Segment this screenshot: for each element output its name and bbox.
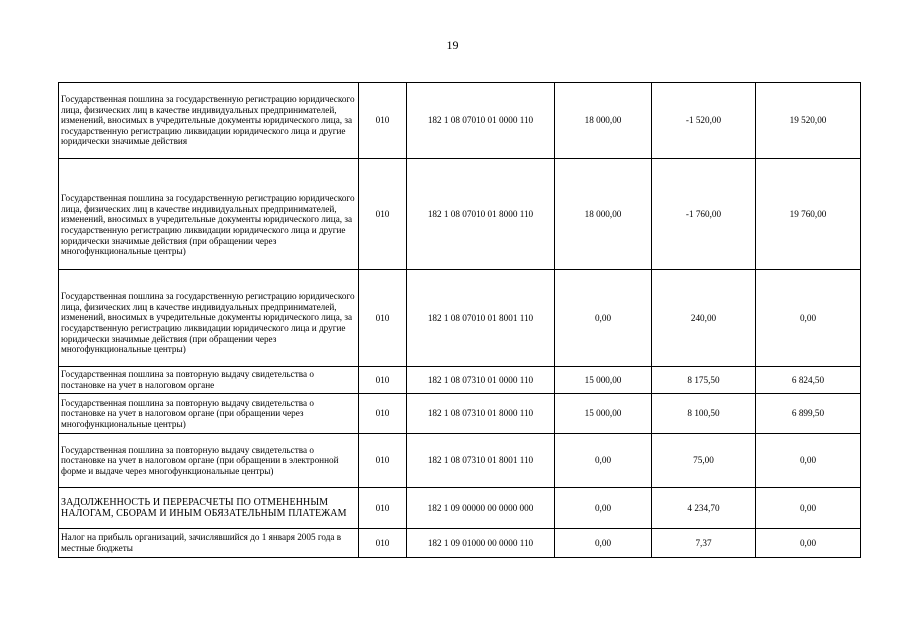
row-code-cell: 010 [359, 394, 407, 434]
table-row [59, 270, 861, 367]
row-approved-cell: 0,00 [555, 529, 652, 558]
row-executed-cell: 8 100,50 [652, 394, 756, 434]
table-row [59, 83, 861, 159]
row-name-cell: Государственная пошлина за государственную регистрацию юридического лица, физических лиц в качестве индивидуальных предпринимателей, изменений, вносимых в учредительные документы юридического лица, за государственную регистрацию ликвидации юридического лица и другие юридически значимые действия (при обращении через многофункциональные центры) [59, 159, 359, 270]
row-kbk-cell: 182 1 08 07310 01 0000 110 [407, 367, 555, 394]
row-kbk-cell: 182 1 08 07310 01 8001 110 [407, 434, 555, 488]
table-row [59, 394, 861, 434]
row-name-cell: Налог на прибыль организаций, зачислявшийся до 1 января 2005 года в местные бюджеты [59, 529, 359, 558]
row-code-cell: 010 [359, 83, 407, 159]
row-name-cell: Государственная пошлина за повторную выдачу свидетельства о постановке на учет в налоговом органе (при обращении через многофункциональные центры) [59, 394, 359, 434]
table-row [59, 434, 861, 488]
row-kbk-cell: 182 1 08 07010 01 0000 110 [407, 83, 555, 159]
row-kbk-cell: 182 1 09 00000 00 0000 000 [407, 488, 555, 529]
row-executed-cell: 7,37 [652, 529, 756, 558]
table-row [59, 159, 861, 270]
row-unexecuted-cell: 0,00 [756, 529, 861, 558]
page-number: 19 [446, 38, 459, 52]
row-name-cell: Государственная пошлина за государственную регистрацию юридического лица, физических лиц в качестве индивидуальных предпринимателей, изменений, вносимых в учредительные документы юридического лица, за государственную регистрацию ликвидации юридического лица и другие юридически значимые действия (при обращении через многофункциональные центры) [59, 270, 359, 367]
row-executed-cell: 8 175,50 [652, 367, 756, 394]
row-executed-cell: -1 760,00 [652, 159, 756, 270]
row-name-cell: Государственная пошлина за повторную выдачу свидетельства о постановке на учет в налоговом органе [59, 367, 359, 394]
row-approved-cell: 0,00 [555, 270, 652, 367]
row-name-cell: Государственная пошлина за повторную выдачу свидетельства о постановке на учет в налоговом органе (при обращении в электронной форме и выдаче через многофункциональные центры) [59, 434, 359, 488]
row-executed-cell: 4 234,70 [652, 488, 756, 529]
row-code-cell: 010 [359, 529, 407, 558]
row-executed-cell: 75,00 [652, 434, 756, 488]
row-approved-cell: 18 000,00 [555, 159, 652, 270]
row-approved-cell: 15 000,00 [555, 394, 652, 434]
row-kbk-cell: 182 1 09 01000 00 0000 110 [407, 529, 555, 558]
row-name-cell: Государственная пошлина за государственную регистрацию юридического лица, физических лиц в качестве индивидуальных предпринимателей, изменений, вносимых в учредительные документы юридического лица, за государственную регистрацию ликвидации юридического лица и другие юридически значимые действия [59, 83, 359, 159]
row-approved-cell: 18 000,00 [555, 83, 652, 159]
table-row [59, 488, 861, 529]
row-kbk-cell: 182 1 08 07010 01 8000 110 [407, 159, 555, 270]
row-approved-cell: 0,00 [555, 434, 652, 488]
row-code-cell: 010 [359, 488, 407, 529]
row-unexecuted-cell: 0,00 [756, 488, 861, 529]
row-name-cell: ЗАДОЛЖЕННОСТЬ И ПЕРЕРАСЧЕТЫ ПО ОТМЕНЕННЫМ НАЛОГАМ, СБОРАМ И ИНЫМ ОБЯЗАТЕЛЬНЫМ ПЛАТЕЖАМ [59, 488, 359, 529]
budget-table [58, 82, 861, 558]
table-row [59, 367, 861, 394]
row-kbk-cell: 182 1 08 07010 01 8001 110 [407, 270, 555, 367]
row-executed-cell: -1 520,00 [652, 83, 756, 159]
row-code-cell: 010 [359, 434, 407, 488]
row-unexecuted-cell: 19 760,00 [756, 159, 861, 270]
row-code-cell: 010 [359, 159, 407, 270]
row-unexecuted-cell: 19 520,00 [756, 83, 861, 159]
row-approved-cell: 15 000,00 [555, 367, 652, 394]
row-kbk-cell: 182 1 08 07310 01 8000 110 [407, 394, 555, 434]
row-code-cell: 010 [359, 367, 407, 394]
row-executed-cell: 240,00 [652, 270, 756, 367]
row-approved-cell: 0,00 [555, 488, 652, 529]
table-row [59, 529, 861, 558]
row-code-cell: 010 [359, 270, 407, 367]
row-unexecuted-cell: 0,00 [756, 270, 861, 367]
row-unexecuted-cell: 0,00 [756, 434, 861, 488]
row-unexecuted-cell: 6 899,50 [756, 394, 861, 434]
row-unexecuted-cell: 6 824,50 [756, 367, 861, 394]
